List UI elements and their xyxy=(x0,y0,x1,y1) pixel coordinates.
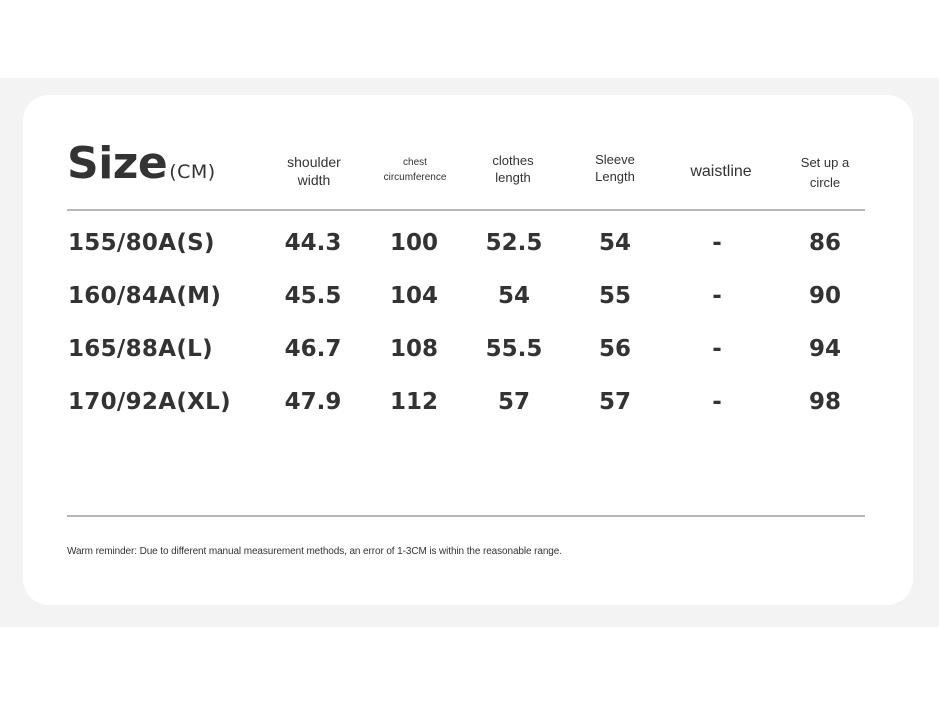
size-cell: 160/84A(M) xyxy=(68,283,222,309)
chest-cell: 100 xyxy=(389,230,438,256)
header-setup-line1: Set up a xyxy=(800,155,850,170)
shoulder-cell: 47.9 xyxy=(284,389,342,415)
waist-cell: - xyxy=(712,389,722,415)
header-setup-line2: circle xyxy=(809,174,841,190)
table-row xyxy=(0,336,939,370)
title-main: Size xyxy=(67,138,168,189)
title-unit: (CM) xyxy=(169,161,216,183)
setup-cell: 98 xyxy=(808,389,841,415)
clothes-cell: 52.5 xyxy=(485,230,543,256)
header-shoulder-width-line1: shoulder xyxy=(287,154,341,170)
footer-divider xyxy=(67,515,865,517)
header-chest-circumference xyxy=(372,155,458,185)
header-sleeve-line1: Sleeve xyxy=(595,152,635,167)
page-title xyxy=(67,138,216,189)
size-cell: 165/88A(L) xyxy=(68,336,213,362)
clothes-cell: 57 xyxy=(497,389,530,415)
table-row xyxy=(0,283,939,317)
header-clothes-line1: clothes xyxy=(492,153,534,168)
table-row xyxy=(0,389,939,423)
header-clothes-length xyxy=(480,153,546,187)
header-waistline: waistline xyxy=(690,163,752,180)
header-chest-line2: circumference xyxy=(383,172,447,183)
header-set-up-a-circle xyxy=(790,153,860,192)
waist-cell: - xyxy=(712,230,722,256)
shoulder-cell: 44.3 xyxy=(284,230,342,256)
clothes-cell: 55.5 xyxy=(485,336,543,362)
header-sleeve-line2: Length xyxy=(595,168,635,184)
shoulder-cell: 46.7 xyxy=(284,336,342,362)
chest-cell: 104 xyxy=(389,283,438,309)
measurement-note: Warm reminder: Due to different manual measurement methods, an error of 1-3CM is within the reasonable range. xyxy=(67,546,562,557)
sleeve-cell: 55 xyxy=(598,283,631,309)
setup-cell: 90 xyxy=(808,283,841,309)
header-chest-line1: chest xyxy=(403,157,427,168)
setup-cell: 94 xyxy=(808,336,841,362)
setup-cell: 86 xyxy=(808,230,841,256)
waist-cell: - xyxy=(712,283,722,309)
sleeve-cell: 56 xyxy=(598,336,631,362)
size-cell: 170/92A(XL) xyxy=(68,389,231,415)
clothes-cell: 54 xyxy=(497,283,530,309)
header-shoulder-width xyxy=(276,153,352,189)
header-divider xyxy=(67,209,865,211)
header-clothes-line2: length xyxy=(495,169,531,185)
sleeve-cell: 57 xyxy=(598,389,631,415)
waist-cell: - xyxy=(712,336,722,362)
header-sleeve-length xyxy=(580,152,650,186)
chest-cell: 112 xyxy=(389,389,438,415)
chest-cell: 108 xyxy=(389,336,438,362)
table-row xyxy=(0,230,939,264)
sleeve-cell: 54 xyxy=(598,230,631,256)
size-cell: 155/80A(S) xyxy=(68,230,215,256)
shoulder-cell: 45.5 xyxy=(284,283,342,309)
header-shoulder-width-line2: width xyxy=(297,172,331,189)
